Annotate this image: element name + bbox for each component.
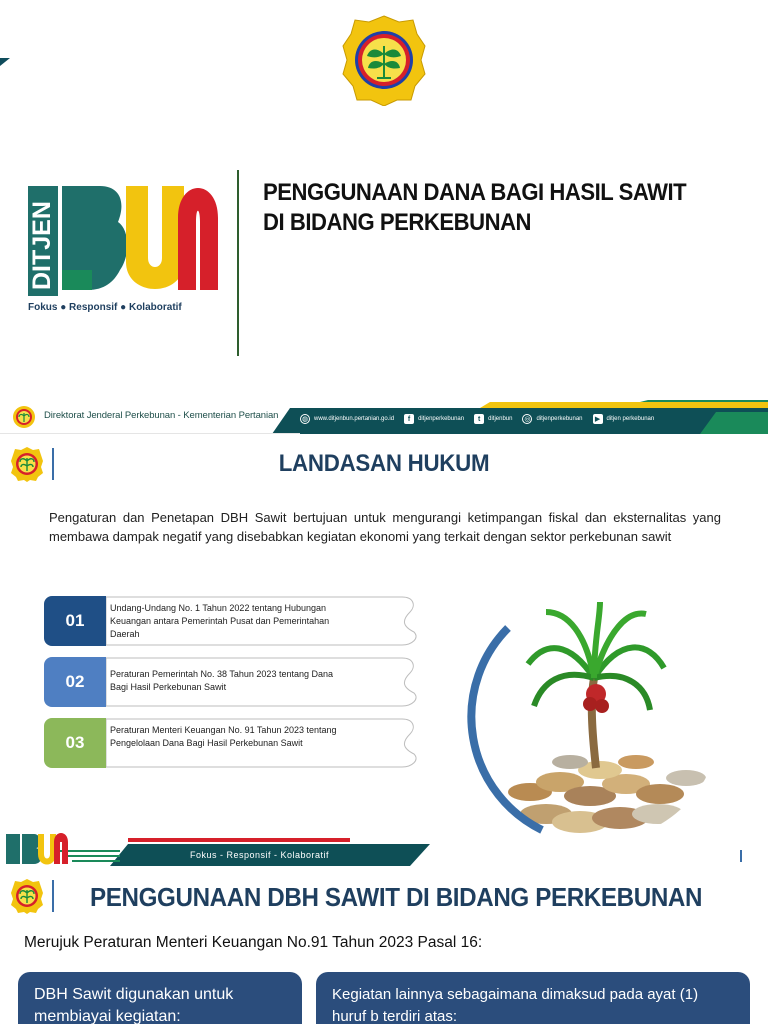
kementan-logo-icon [341,14,427,106]
youtube-link[interactable]: ▶ ditjen perkebunan [593,414,655,424]
intro-paragraph: Pengaturan dan Penetapan DBH Sawit bertujuan untuk mengurangi ketimpangan fiskal dan eksternalitas yang membawa dampak negatif yang disebabkan kegiatan ekonomi yang terkait dengan sektor perkebunan sawit [49,510,721,544]
law-text: Undang-Undang No. 1 Tahun 2022 tentang Hubungan Keuangan antara Pemerintah Pusat dan Pemerintahan Daerah [110,603,330,639]
law-number: 01 [44,596,106,646]
kementan-logo-icon [10,878,44,914]
slide-title: LANDASAN HUKUM [278,450,490,477]
facebook-icon: f [404,414,414,424]
website-link[interactable]: ◍ www.ditjenbun.pertanian.go.id [301,416,395,423]
cover-divider [237,170,239,356]
svg-text:DITJEN: DITJEN [28,201,56,290]
cover-title: PENGGUNAAN DANA BAGI HASIL SAWIT DI BIDANG PERKEBUNAN [263,179,687,236]
law-number: 02 [44,657,106,707]
title-accent-bar [52,880,54,912]
other-activities-card: Kegiatan lainnya sebagaimana dimaksud pada ayat (1) huruf b terdiri atas: [316,972,750,1024]
twitter-icon: t [474,414,484,424]
law-number: 03 [44,718,106,768]
ministry-name: Direktorat Jenderal Perkebunan - Kementerian Pertanian [44,410,279,421]
svg-text:Fokus ● Responsif ● Kolabo: Fokus ● Responsif ● Kolaboratif [28,302,182,313]
globe-icon: ◍ [301,416,309,423]
ditjenbun-logo-icon [28,178,218,318]
law-text: Peraturan Menteri Keuangan No. 91 Tahun 2023 tentang Pengelolaan Dana Bagi Hasil Perkebunan Sawit [110,725,337,748]
slide-header [0,400,768,434]
usage-card: DBH Sawit digunakan untuk membiayai kegiatan: [18,972,302,1024]
slide-title: PENGGUNAAN DBH SAWIT DI BIDANG PERKEBUNAN [90,882,703,912]
corner-mark [0,58,10,66]
cover-slide [0,0,768,400]
youtube-icon: ▶ [593,414,603,424]
footer-banner [0,830,768,866]
twitter-link[interactable]: t ditjenbun [474,414,512,424]
instagram-icon: ◎ [524,416,531,423]
kementan-small-logo-icon [12,405,36,429]
reference-text: Merujuk Peraturan Menteri Keuangan No.91 Tahun 2023 Pasal 16: [24,934,483,951]
penggunaan-dbh-slide [0,866,768,1024]
instagram-link[interactable]: ◎ ditjenperkebunan [524,416,583,423]
landasan-hukum-slide [0,400,768,866]
social-links [300,408,654,430]
slide-footer [0,830,768,866]
law-text: Peraturan Pemerintah No. 38 Tahun 2023 tentang Dana Bagi Hasil Perkebunan Sawit [110,669,333,692]
footer-tagline: Fokus - Responsif - Kolaboratif [190,850,330,860]
palm-coins-illustration [450,582,742,842]
facebook-link[interactable]: f ditjenperkebunan [404,414,464,424]
